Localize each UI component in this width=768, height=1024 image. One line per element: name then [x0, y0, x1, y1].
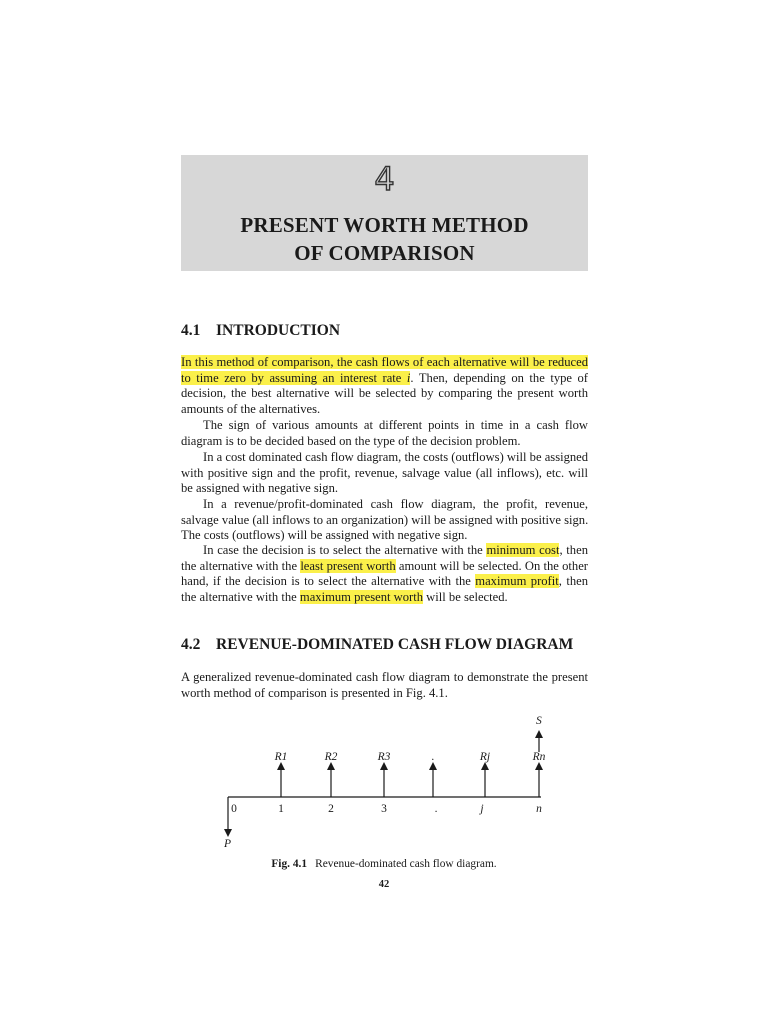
- text-line: diagram is to be decided based on the type of the decision problem.: [181, 433, 521, 448]
- highlight-maximum-profit: maximum profit: [475, 574, 559, 589]
- text-line: worth method of comparison is presented in Fig. 4.1.: [181, 685, 448, 700]
- period-label: 2: [328, 803, 334, 815]
- figure-caption: [0, 858, 768, 870]
- period-label: 1: [278, 803, 284, 815]
- period-label: 0: [231, 803, 237, 815]
- text-line: decision, the best alternative will be selected by comparing the present worth: [181, 386, 588, 401]
- highlight-minimum-cost: minimum cost: [486, 543, 560, 557]
- highlight: In this method of comparison, the cash flows of each alternative will be reduced: [181, 355, 588, 369]
- text-line: The costs (outflows) will be assigned with negative sign.: [181, 528, 468, 543]
- text-line: be assigned with negative sign.: [181, 481, 339, 496]
- text-run: , then: [558, 574, 589, 589]
- text-line: In a revenue/profit-dominated cash flow diagram, the profit, revenue,: [203, 497, 588, 511]
- salvage-label: S: [536, 715, 542, 727]
- figure-label: Fig. 4.1: [271, 858, 308, 870]
- chapter-title-line-2: OF COMPARISON: [294, 241, 475, 265]
- period-label: 3: [381, 803, 387, 815]
- revenue-label: Rj: [479, 751, 491, 763]
- revenue-label: Rn: [532, 751, 546, 763]
- chapter-number: 4: [374, 160, 395, 198]
- figure-caption-text: Revenue-dominated cash flow diagram.: [315, 858, 497, 870]
- period-label: .: [434, 803, 438, 815]
- text-run: . Then, depending on the type of: [410, 370, 588, 385]
- interest-rate-symbol: i: [406, 370, 411, 385]
- text-line: with positive sign and the profit, revenue, salvage value (all inflows), etc. will: [181, 465, 588, 480]
- section-number: 4.1: [181, 322, 201, 339]
- highlight-text: to time zero by assuming an interest rate: [181, 370, 407, 385]
- revenue-label: R1: [274, 751, 288, 763]
- text-run: amount will be selected. On the other: [395, 558, 588, 573]
- page-number: 42: [378, 879, 390, 890]
- text-line: A generalized revenue-dominated cash flow diagram to demonstrate the present: [181, 670, 588, 684]
- revenue-label: R2: [324, 751, 338, 763]
- present-worth-label: P: [224, 838, 232, 850]
- text-line: In a cost dominated cash flow diagram, the costs (outflows) will be assigned: [203, 450, 589, 464]
- text-run: the alternative with the: [181, 558, 301, 573]
- chapter-title-line-1: PRESENT WORTH METHOD: [240, 213, 529, 237]
- section-title: REVENUE-DOMINATED CASH FLOW DIAGRAM: [216, 636, 574, 653]
- revenue-label: R3: [377, 751, 391, 763]
- highlight-least-present-worth: least present worth: [300, 558, 396, 573]
- text-line: The sign of various amounts at different points in time in a cash flow: [203, 418, 588, 432]
- text-line: amounts of the alternatives.: [181, 401, 321, 416]
- section-number: 4.2: [181, 636, 201, 653]
- text-run: the alternative with the: [181, 589, 300, 604]
- text-line: salvage value (all inflows to an organization) will be assigned with positive sign.: [181, 512, 589, 527]
- text-run: In case the decision is to select the alternative with the: [203, 543, 487, 557]
- text-run: will be selected.: [423, 589, 508, 604]
- period-label: j: [480, 803, 484, 815]
- period-label: n: [536, 803, 542, 815]
- revenue-label: .: [431, 751, 435, 763]
- text-run: , then: [559, 543, 588, 557]
- section-title: INTRODUCTION: [216, 322, 341, 339]
- highlight-maximum-present-worth: maximum present worth: [299, 589, 424, 604]
- text-run: hand, if the decision is to select the alternative with the: [181, 574, 476, 589]
